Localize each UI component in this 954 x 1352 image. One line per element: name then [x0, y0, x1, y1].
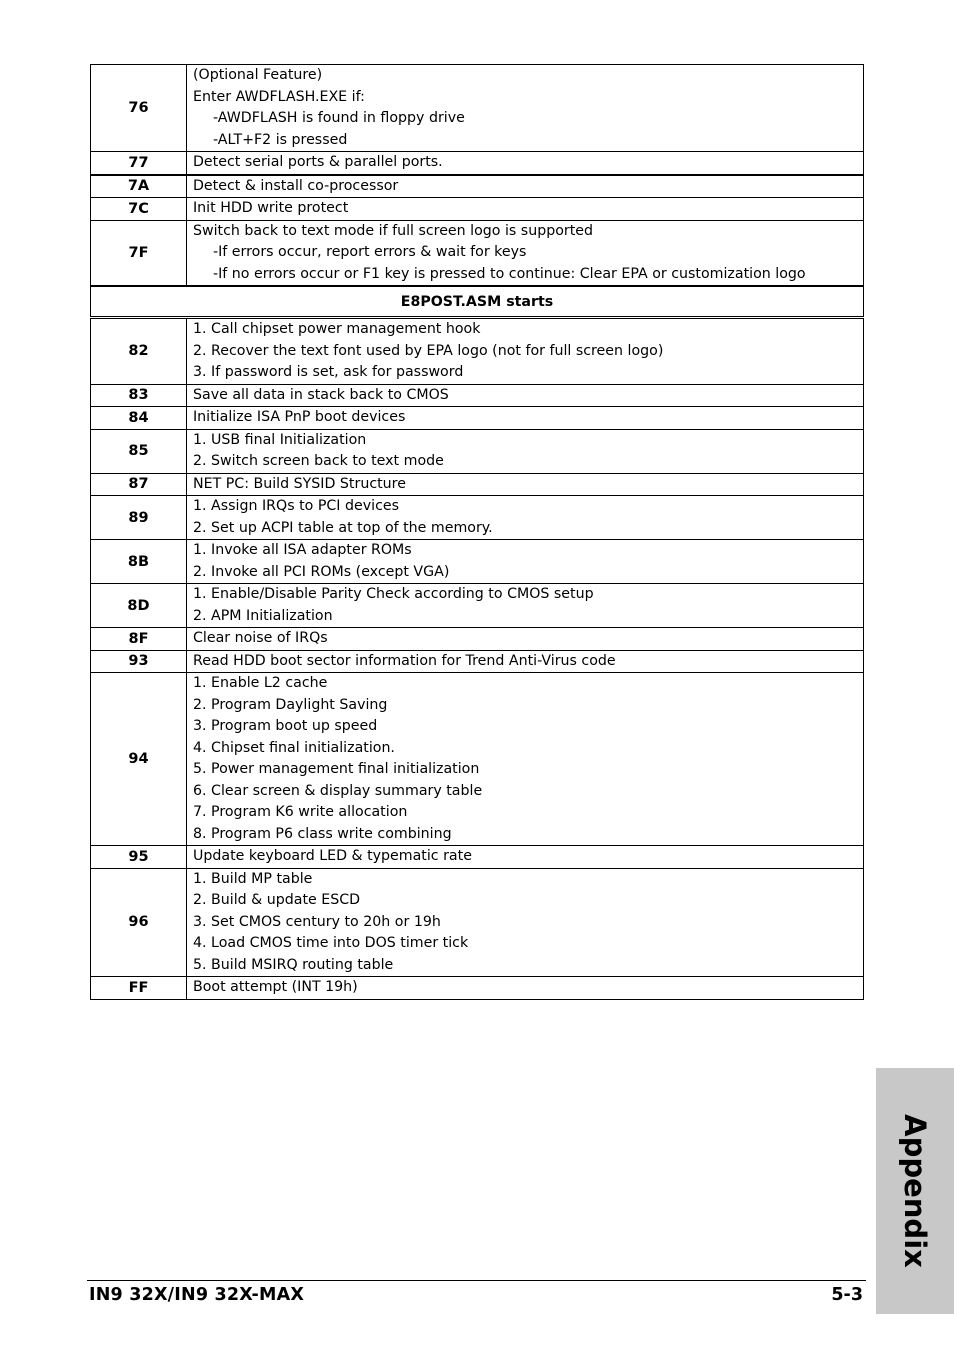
description-line: 2. APM Initialization — [193, 607, 333, 624]
description-line: Update keyboard LED & typematic rate — [193, 848, 472, 864]
post-code-row — [91, 868, 864, 977]
post-code-table — [90, 64, 864, 1000]
description-line: -If errors occur, report errors & wait for keys — [213, 244, 527, 260]
description-line: 6. Clear screen & display summary table — [193, 782, 483, 799]
post-code-cell: 89 — [91, 496, 187, 540]
post-code-cell: 94 — [91, 673, 187, 846]
section-header-row — [91, 286, 864, 318]
appendix-side-tab-label: Appendix — [898, 1114, 932, 1268]
description-line: NET PC: Build SYSID Structure — [193, 475, 406, 492]
description-line: 2. Program Daylight Saving — [193, 696, 388, 713]
post-code-row — [91, 673, 864, 846]
post-code-row — [91, 473, 864, 496]
post-description-cell — [187, 152, 864, 175]
description-line: 4. Load CMOS time into DOS timer tick — [193, 935, 469, 951]
description-line: 1. Enable/Disable Parity Check according to CMOS setup — [193, 586, 594, 602]
post-description-cell — [187, 65, 864, 152]
post-code-cell: 82 — [91, 318, 187, 385]
post-code-cell: 96 — [91, 868, 187, 977]
post-code-cell: 85 — [91, 429, 187, 473]
description-line: 1. Enable L2 cache — [193, 675, 328, 691]
post-description-cell — [187, 473, 864, 496]
post-code-row — [91, 540, 864, 584]
post-code-rows-before-section — [91, 65, 864, 287]
post-code-row — [91, 977, 864, 1000]
post-description-cell — [187, 868, 864, 977]
description-line: Clear noise of IRQs — [193, 630, 328, 646]
post-code-row — [91, 318, 864, 385]
description-line: Detect serial ports & parallel ports. — [193, 154, 443, 170]
post-code-row — [91, 220, 864, 286]
appendix-side-tab — [876, 1068, 954, 1314]
post-code-cell: 93 — [91, 650, 187, 673]
section-header-row-group — [91, 286, 864, 318]
post-code-cell: 77 — [91, 152, 187, 175]
description-line: Switch back to text mode if full screen logo is supported — [193, 222, 594, 239]
post-code-cell: 7F — [91, 220, 187, 286]
post-code-cell: 8B — [91, 540, 187, 584]
description-line: 2. Switch screen back to text mode — [193, 453, 444, 469]
description-line: 2. Recover the text font used by EPA logo (not for full screen logo) — [193, 342, 664, 359]
description-line: (Optional Feature) — [193, 67, 323, 83]
post-description-cell — [187, 384, 864, 407]
description-line: Detect & install co-processor — [193, 177, 399, 194]
description-line: 2. Invoke all PCI ROMs (except VGA) — [193, 563, 450, 580]
post-code-row — [91, 650, 864, 673]
post-code-row — [91, 65, 864, 152]
post-code-row — [91, 584, 864, 628]
post-description-cell — [187, 407, 864, 430]
post-code-row — [91, 152, 864, 175]
post-code-row — [91, 175, 864, 198]
post-description-cell — [187, 628, 864, 651]
description-line: 5. Build MSIRQ routing table — [193, 956, 394, 973]
post-code-cell: 8F — [91, 628, 187, 651]
post-code-row — [91, 496, 864, 540]
description-line: 2. Build & update ESCD — [193, 892, 361, 908]
description-line: Enter AWDFLASH.EXE if: — [193, 88, 365, 105]
description-line: 1. Build MP table — [193, 870, 313, 887]
post-description-cell — [187, 977, 864, 1000]
post-code-row — [91, 628, 864, 651]
description-line: 7. Program K6 write allocation — [193, 804, 408, 820]
post-code-row — [91, 198, 864, 221]
post-description-cell — [187, 584, 864, 628]
post-description-cell — [187, 540, 864, 584]
post-description-cell — [187, 318, 864, 385]
description-line: -ALT+F2 is pressed — [213, 131, 348, 148]
post-description-cell — [187, 429, 864, 473]
description-line: 3. If password is set, ask for password — [193, 364, 464, 380]
description-line: 2. Set up ACPI table at top of the memory. — [193, 519, 493, 536]
description-line: 4. Chipset final initialization. — [193, 739, 395, 756]
post-code-cell: 7C — [91, 198, 187, 221]
post-code-cell: 76 — [91, 65, 187, 152]
post-description-cell — [187, 673, 864, 846]
post-code-cell: 95 — [91, 846, 187, 869]
description-line: 5. Power management final initialization — [193, 761, 480, 777]
footer-page-number: 5-3 — [831, 1285, 863, 1305]
description-line: 1. Invoke all ISA adapter ROMs — [193, 542, 412, 558]
description-line: 3. Program boot up speed — [193, 718, 378, 734]
footer-model-name: IN9 32X/IN9 32X-MAX — [89, 1285, 305, 1305]
description-line: Init HDD write protect — [193, 200, 349, 216]
post-description-cell — [187, 650, 864, 673]
post-code-row — [91, 846, 864, 869]
post-code-cell: FF — [91, 977, 187, 1000]
section-title: E8POST.ASM starts — [91, 286, 864, 318]
description-line: -AWDFLASH is found in floppy drive — [213, 110, 465, 126]
post-code-row — [91, 384, 864, 407]
post-code-cell: 8D — [91, 584, 187, 628]
post-description-cell — [187, 496, 864, 540]
description-line: 1. Assign IRQs to PCI devices — [193, 498, 399, 514]
footer-divider — [87, 1280, 866, 1281]
description-line: Read HDD boot sector information for Trend Anti-Virus code — [193, 652, 616, 669]
description-line: Initialize ISA PnP boot devices — [193, 409, 406, 425]
description-line: 1. Call chipset power management hook — [193, 321, 481, 337]
description-line: 3. Set CMOS century to 20h or 19h — [193, 913, 441, 930]
post-code-cell: 83 — [91, 384, 187, 407]
post-description-cell — [187, 198, 864, 221]
post-code-row — [91, 407, 864, 430]
description-line: Save all data in stack back to CMOS — [193, 386, 449, 403]
post-code-cell: 7A — [91, 175, 187, 198]
description-line: -If no errors occur or F1 key is pressed to continue: Clear EPA or customization logo — [213, 265, 806, 282]
post-description-cell — [187, 220, 864, 286]
description-line: 1. USB final Initialization — [193, 431, 367, 448]
post-description-cell — [187, 846, 864, 869]
post-code-cell: 84 — [91, 407, 187, 430]
post-code-rows-after-section — [91, 318, 864, 1000]
post-code-row — [91, 429, 864, 473]
post-code-cell: 87 — [91, 473, 187, 496]
post-description-cell — [187, 175, 864, 198]
description-line: 8. Program P6 class write combining — [193, 825, 452, 842]
description-line: Boot attempt (INT 19h) — [193, 979, 358, 995]
